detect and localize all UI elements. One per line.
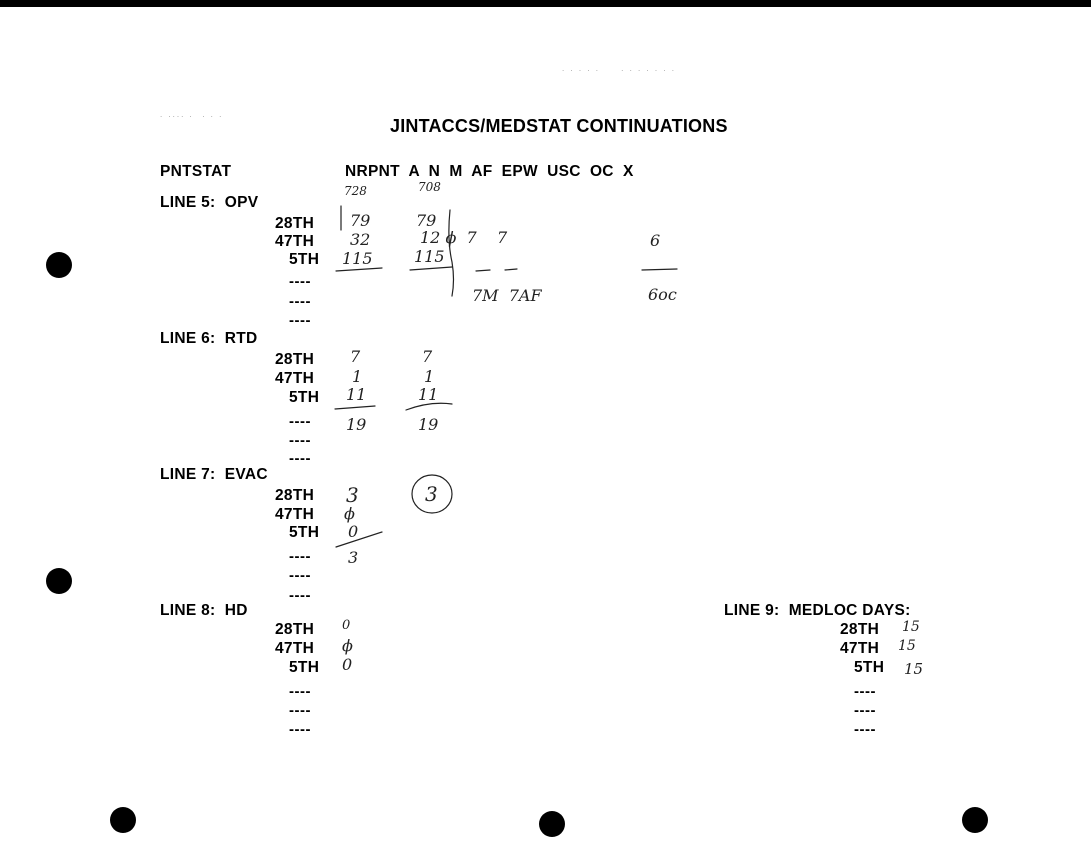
- dash-placeholder: ----: [289, 432, 311, 449]
- hw-stroke: [406, 403, 452, 410]
- hw-stroke: [449, 210, 454, 296]
- hw-total: 19: [346, 415, 367, 434]
- dash-placeholder: ----: [289, 273, 311, 290]
- row-unit: 47TH: [840, 640, 880, 657]
- dash-placeholder: ----: [289, 587, 311, 604]
- row-unit: 28TH: [840, 621, 880, 638]
- row-unit: 5TH: [289, 524, 320, 541]
- hw-stroke: [410, 267, 452, 270]
- line-7-label: LINE 7: EVAC: [160, 466, 268, 483]
- hw-value: 79: [350, 211, 371, 230]
- row-unit: 28TH: [275, 487, 315, 504]
- hw-value: 7: [422, 347, 433, 366]
- dash-placeholder: ----: [854, 721, 876, 738]
- dash-placeholder: ----: [289, 567, 311, 584]
- line-5-label: LINE 5: OPV: [160, 194, 259, 211]
- line-6-label: LINE 6: RTD: [160, 330, 258, 347]
- hw-stroke: [336, 532, 382, 547]
- hw-value: 0: [342, 655, 353, 674]
- hw-circle: [412, 475, 452, 513]
- hw-value: 1: [352, 367, 363, 386]
- dash-placeholder: ----: [289, 312, 311, 329]
- row-unit: 47TH: [275, 506, 315, 523]
- hw-stroke: [336, 268, 382, 271]
- hw-value: ϕ: [344, 504, 355, 523]
- pntstat-label: PNTSTAT: [160, 163, 232, 180]
- hw-circled-value: 3: [425, 482, 438, 506]
- hw-total: 3: [348, 548, 359, 567]
- dash-placeholder: ----: [289, 293, 311, 310]
- row-unit: 5TH: [854, 659, 885, 676]
- row-unit: 47TH: [275, 640, 315, 657]
- hw-value: 7: [350, 347, 361, 366]
- row-unit: 28TH: [275, 351, 315, 368]
- column-headers: NRPNT A N M AF EPW USC OC X: [345, 163, 634, 180]
- hw-note: 6oc: [648, 285, 677, 304]
- dash-placeholder: ----: [289, 683, 311, 700]
- scan-speckle: . . . . . . . . . . . .: [562, 64, 677, 73]
- hw-value: 11: [346, 385, 367, 404]
- scan-speckle: . .... . . . .: [160, 110, 224, 119]
- hw-value: 32: [350, 230, 371, 249]
- hw-total: 19: [418, 415, 439, 434]
- dash-placeholder: ----: [854, 702, 876, 719]
- hw-value: 3: [346, 483, 359, 507]
- hw-value: 12 ϕ 7 7: [420, 228, 508, 247]
- hw-stroke: [505, 269, 517, 270]
- hw-value: 0: [342, 618, 351, 633]
- row-unit: 28TH: [275, 215, 315, 232]
- hw-value: 115: [342, 249, 373, 268]
- hw-value: ϕ: [342, 636, 353, 655]
- hw-value: 15: [904, 660, 924, 678]
- row-unit: 47TH: [275, 233, 315, 250]
- hw-value: 0: [348, 522, 359, 541]
- dash-placeholder: ----: [289, 413, 311, 430]
- dash-placeholder: ----: [854, 683, 876, 700]
- row-unit: 28TH: [275, 621, 315, 638]
- hw-total-nrpnt: 728: [344, 184, 367, 198]
- hw-total-a: 708: [418, 180, 441, 194]
- row-unit: 5TH: [289, 251, 320, 268]
- hw-value: 1: [424, 367, 435, 386]
- hw-note: 6: [650, 231, 661, 250]
- dash-placeholder: ----: [289, 721, 311, 738]
- dash-placeholder: ----: [289, 702, 311, 719]
- hw-value: 115: [414, 247, 445, 266]
- line-9-label: LINE 9: MEDLOC DAYS:: [724, 602, 911, 619]
- row-unit: 5TH: [289, 389, 320, 406]
- line-8-label: LINE 8: HD: [160, 602, 248, 619]
- hw-stroke: [476, 270, 490, 271]
- dash-placeholder: ----: [289, 450, 311, 467]
- row-unit: 5TH: [289, 659, 320, 676]
- hw-stroke: [642, 269, 677, 270]
- row-unit: 47TH: [275, 370, 315, 387]
- page-title: JINTACCS/MEDSTAT CONTINUATIONS: [390, 116, 728, 136]
- hw-note: 7M 7AF: [472, 286, 542, 305]
- dash-placeholder: ----: [289, 548, 311, 565]
- hw-value: 15: [898, 638, 916, 654]
- hw-value: 11: [418, 385, 439, 404]
- hw-value: 15: [902, 619, 920, 635]
- hw-value: 79: [416, 211, 437, 230]
- hw-stroke: [335, 406, 375, 409]
